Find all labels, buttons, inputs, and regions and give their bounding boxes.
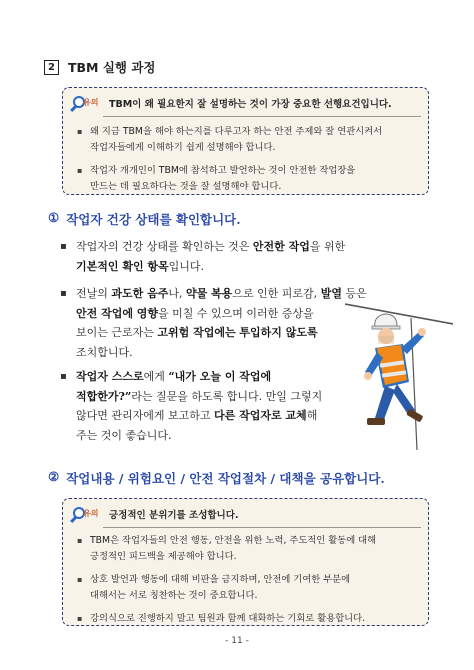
list-item: ▪ 작업자 개개인이 TBM에 참석하고 발언하는 것이 안전한 작업장을 만드는 데 필요하다는 것을 잘 설명해야 합니다. [77, 163, 423, 195]
page-number: - 11 - [225, 636, 249, 646]
note-list [77, 533, 423, 634]
note-header [69, 95, 392, 111]
list-item: ▪ 상호 발언과 행동에 대해 비판을 금지하며, 안전에 기여한 부분에 대해서는 서로 칭찬하는 것이 중요합니다. [77, 572, 423, 604]
note-box-tbm-purpose [62, 87, 429, 195]
section-title [44, 58, 156, 76]
list-item: ▪ 전날의 과도한 음주나, 약물 복용으로 인한 피로감, 발열 등은 안전 작업에 영향을 미칠 수 있으며 이러한 증상을 보이는 근로자는 고위험 작업에는 투입하지 않도록 조치합니다. [60, 284, 396, 362]
note-headline: 긍정적인 분위기를 조성합니다. [109, 510, 239, 521]
section-title-text: TBM 실행 과정 [68, 60, 156, 75]
tip-tag: 유의 [83, 98, 99, 107]
step-number: ① [48, 210, 60, 225]
note-headline: TBM이 왜 필요한지 잘 설명하는 것이 가장 중요한 선행요건입니다. [109, 99, 392, 110]
note-header [69, 506, 239, 522]
step-number: ② [48, 469, 60, 484]
step-title: 작업자 건강 상태를 확인합니다. [66, 212, 241, 227]
health-check-list [60, 237, 390, 276]
list-item: ▪ 작업자의 건강 상태를 확인하는 것은 안전한 작업을 위한 기본적인 확인 항목입니다. [60, 237, 390, 276]
list-item: ▪ 작업자 스스로에게 “내가 오늘 이 작업에 적합한가?”라는 질문을 하도록 합니다. 만일 그렇지 않다면 관리자에게 보고하고 다른 작업자로 교체해 주는 것이 좋습니다. [60, 367, 356, 445]
step-heading-share [48, 469, 385, 487]
list-item: ▪ TBM은 작업자들의 안전 행동, 안전을 위한 노력, 주도적인 활동에 대해 긍정적인 피드백을 제공해야 합니다. [77, 533, 423, 565]
list-item: ▪ 강의식으로 진행하지 말고 팀원과 함께 대화하는 기회로 활용합니다. [77, 611, 423, 627]
section-number: 2 [44, 60, 59, 75]
note-box-positive-atmosphere [62, 498, 429, 626]
safety-rope [345, 304, 453, 324]
note-list [77, 124, 423, 202]
step-title: 작업내용 / 위험요인 / 안전 작업절차 / 대책을 공유합니다. [66, 471, 385, 486]
magnifier-tip-icon [69, 506, 103, 522]
list-item: ▪ 왜 지금 TBM을 해야 하는지를 다루고자 하는 안전 주제와 잘 연관시켜서 작업자들에게 이해하기 쉽게 설명해야 합니다. [77, 124, 423, 156]
step-heading-health-check [48, 210, 241, 228]
magnifier-tip-icon [69, 95, 103, 111]
note-divider [103, 116, 421, 117]
tip-tag: 유의 [83, 509, 99, 518]
note-divider [103, 527, 421, 528]
self-check-list [60, 367, 356, 445]
worker-illustration [345, 300, 453, 450]
